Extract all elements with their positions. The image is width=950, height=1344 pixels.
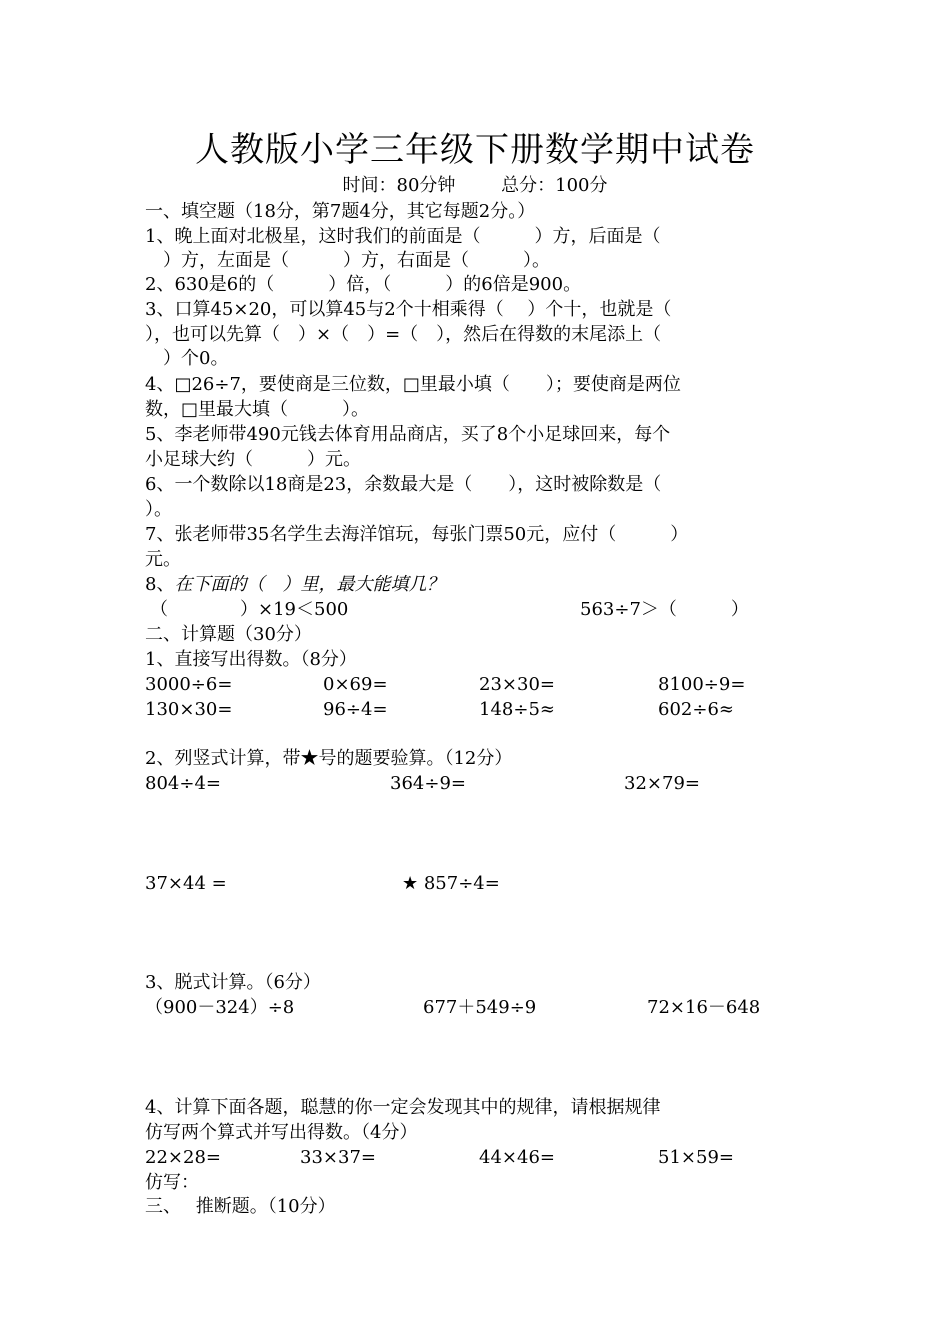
time-limit: 时间：80分钟 <box>342 175 456 196</box>
p2-item: 804÷4= <box>145 773 221 794</box>
q8-item-1: （ ）×19＜500 <box>150 599 349 620</box>
p1-item: 148÷5≈ <box>479 699 555 720</box>
p4-item: 22×28= <box>145 1147 221 1168</box>
p2-item-starred: ★ 857÷4= <box>402 873 500 894</box>
q5-line1: 5、李老师带490元钱去体育用品商店，买了8个小足球回来，每个 <box>145 424 671 445</box>
q8-instruction: 在下面的（ ）里，最大能填几？ <box>174 574 445 595</box>
q7-line1: 7、张老师带35名学生去海洋馆玩，每张门票50元，应付（ ） <box>145 524 689 545</box>
p3-item: 677＋549÷9 <box>423 997 537 1018</box>
q2-line1: 2、630是6的（ ）倍，（ ）的6倍是900。 <box>145 274 582 295</box>
q3-line3: ）个0。 <box>145 348 229 369</box>
q8-number: 8、 <box>145 574 175 595</box>
p4-item: 51×59= <box>658 1147 734 1168</box>
q3-line1: 3、口算45×20，可以算45与2个十相乘得（ ）个十，也就是（ <box>145 299 672 320</box>
q1-line1: 1、晚上面对北极星，这时我们的前面是（ ）方，后面是（ <box>145 226 661 247</box>
p2-item: 32×79= <box>624 773 700 794</box>
p1-item: 130×30= <box>145 699 233 720</box>
p4-imitate-label: 仿写： <box>145 1172 199 1193</box>
p1-item: 8100÷9= <box>658 674 746 695</box>
q5-line2: 小足球大约（ ）元。 <box>145 449 361 470</box>
p1-heading: 1、直接写出得数。（8分） <box>145 649 357 670</box>
total-score: 总分：100分 <box>501 175 608 196</box>
p1-item: 0×69= <box>323 674 388 695</box>
p4-item: 33×37= <box>300 1147 376 1168</box>
q6-line2: ）。 <box>145 499 172 520</box>
p3-heading: 3、脱式计算。（6分） <box>145 972 321 993</box>
p4-item: 44×46= <box>479 1147 555 1168</box>
section1-heading: 一、填空题（18分，第7题4分，其它每题2分。） <box>145 201 536 222</box>
q8-line <box>145 573 810 597</box>
p3-item: 72×16－648 <box>647 997 761 1018</box>
p1-item: 96÷4= <box>323 699 388 720</box>
q1-line2: ）方，左面是（ ）方，右面是（ ）。 <box>145 250 550 271</box>
p4-heading-line2: 仿写两个算式并写出得数。（4分） <box>145 1122 418 1143</box>
p1-item: 3000÷6= <box>145 674 233 695</box>
p2-item: 37×44 = <box>145 873 227 894</box>
q6-line1: 6、一个数除以18商是23，余数最大是（ ），这时被除数是（ <box>145 474 662 495</box>
p2-item: 364÷9= <box>390 773 466 794</box>
p4-heading-line1: 4、计算下面各题，聪慧的你一定会发现其中的规律，请根据规律 <box>145 1097 661 1118</box>
q3-line2: ），也可以先算（ ）×（ ）=（ ），然后在得数的末尾添上（ <box>145 324 662 345</box>
q8-item-2: 563÷7＞（ ） <box>580 599 749 620</box>
p1-item: 602÷6≈ <box>658 699 734 720</box>
q7-line2: 元。 <box>145 549 181 570</box>
q4-line2: 数，□里最大填（ ）。 <box>145 399 370 420</box>
page-title: 人教版小学三年级下册数学期中试卷 <box>195 130 755 170</box>
p3-item: （900－324）÷8 <box>145 997 295 1018</box>
exam-info <box>0 174 950 198</box>
p2-heading: 2、列竖式计算，带★号的题要验算。（12分） <box>145 748 513 769</box>
p1-item: 23×30= <box>479 674 555 695</box>
section3-heading: 三、 推断题。（10分） <box>145 1196 336 1217</box>
q4-line1: 4、□26÷7，要使商是三位数，□里最小填（ ）；要使商是两位 <box>145 374 681 395</box>
section2-heading: 二、计算题（30分） <box>145 624 312 645</box>
